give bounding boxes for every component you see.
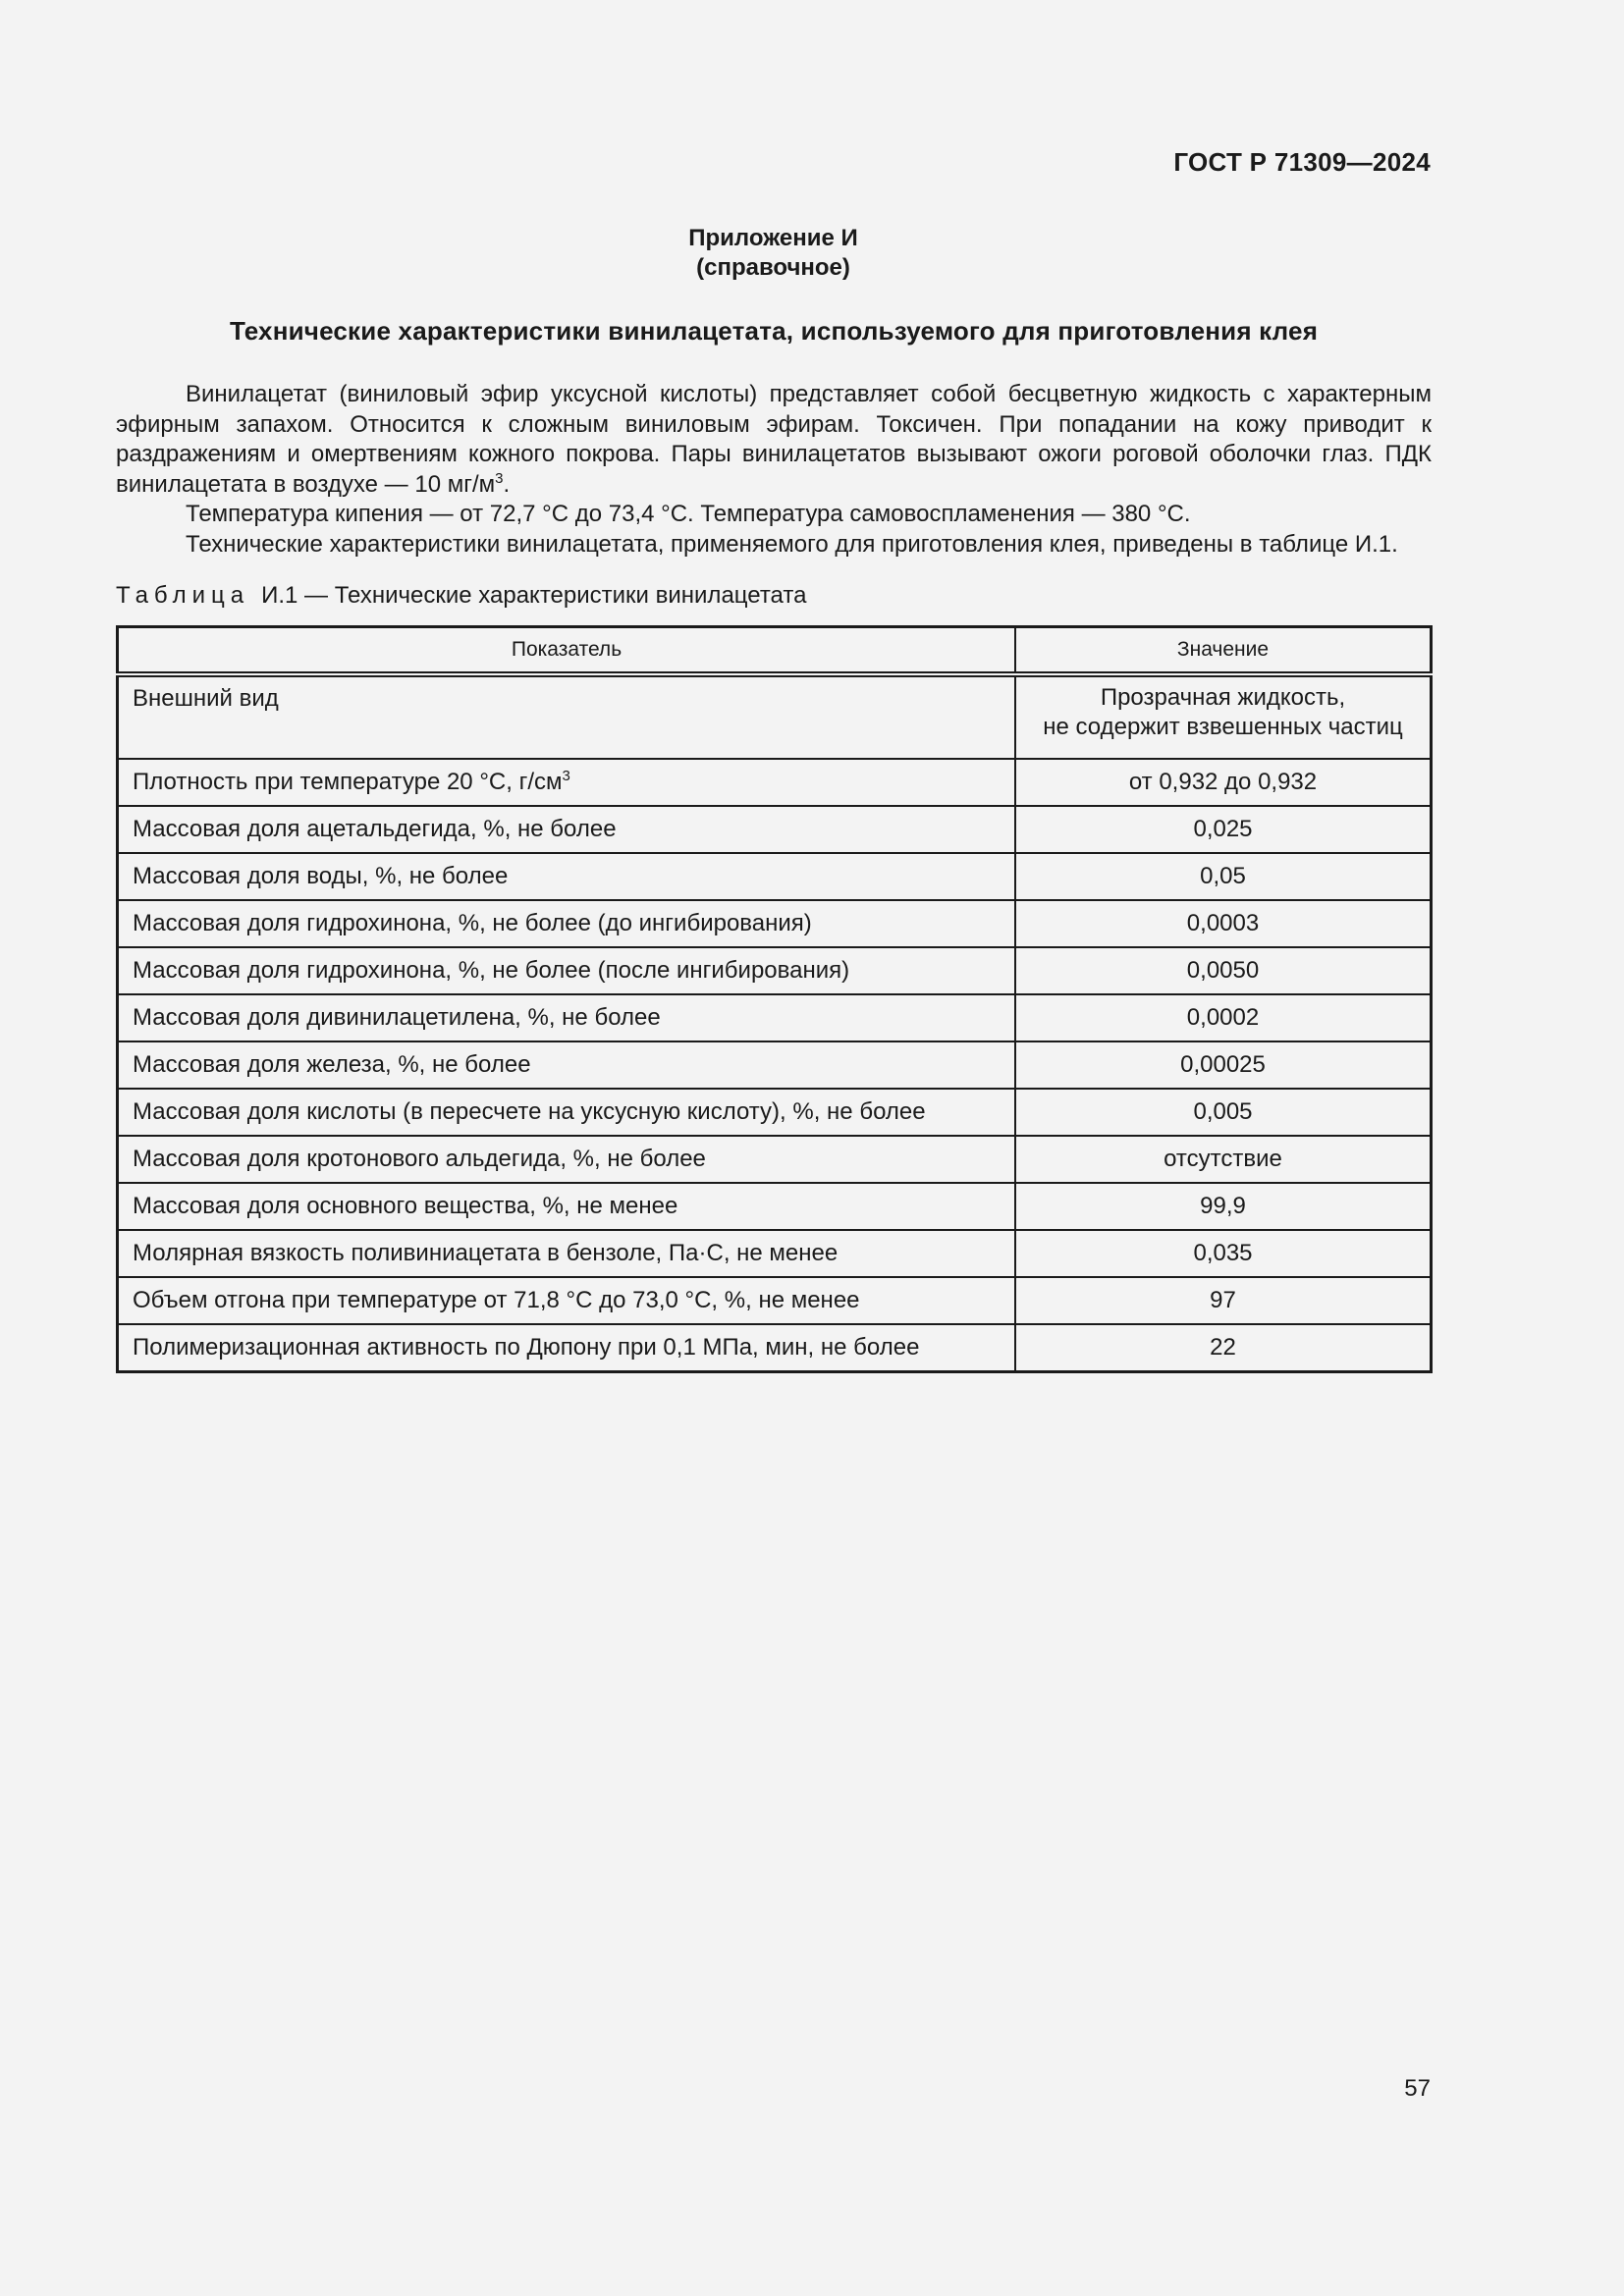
row-indicator: Массовая доля железа, %, не более (118, 1041, 1016, 1089)
table-row (118, 853, 1432, 900)
table-row (118, 674, 1432, 759)
row-value-line: не содержит взвешенных частиц (1043, 714, 1403, 740)
paragraph-table-reference: Технические характеристики винилацетата, применяемого для приготовления клея, приведены в таблице И.1. (186, 530, 1398, 558)
column-header-value: Значение (1015, 627, 1432, 675)
paragraph-end: . (503, 470, 511, 498)
superscript: 3 (562, 768, 570, 784)
row-value: от 0,932 до 0,932 (1015, 759, 1432, 806)
row-indicator-text: Плотность при температуре 20 °С, г/см (133, 769, 563, 795)
row-value: 0,025 (1015, 806, 1432, 853)
column-header-indicator: Показатель (118, 627, 1016, 675)
row-indicator: Полимеризационная активность по Дюпону при 0,1 МПа, мин, не более (118, 1324, 1016, 1372)
row-indicator: Массовая доля основного вещества, %, не менее (118, 1183, 1016, 1230)
table-row (118, 1089, 1432, 1136)
table-row (118, 1277, 1432, 1324)
table-row (118, 1041, 1432, 1089)
table-row (118, 1230, 1432, 1277)
table-row (118, 947, 1432, 994)
row-indicator: Массовая доля кислоты (в пересчете на уксусную кислоту), %, не более (118, 1089, 1016, 1136)
table-row (118, 1183, 1432, 1230)
row-value: отсутствие (1015, 1136, 1432, 1183)
row-indicator: Массовая доля ацетальдегида, %, не более (118, 806, 1016, 853)
row-value-line: Прозрачная жидкость, (1100, 684, 1346, 711)
row-value: 0,05 (1015, 853, 1432, 900)
row-value: 0,0002 (1015, 994, 1432, 1041)
row-value: 97 (1015, 1277, 1432, 1324)
document-code: ГОСТ Р 71309—2024 (1173, 147, 1431, 177)
appendix-type: (справочное) (696, 254, 850, 281)
row-indicator: Массовая доля дивинилацетилена, %, не более (118, 994, 1016, 1041)
row-value: 22 (1015, 1324, 1432, 1372)
row-indicator (118, 759, 1016, 806)
table-row (118, 1136, 1432, 1183)
table-caption-text: И.1 — Технические характеристики винилацетата (261, 582, 807, 609)
row-indicator: Массовая доля гидрохинона, %, не более (до ингибирования) (118, 900, 1016, 947)
row-value: 0,0003 (1015, 900, 1432, 947)
table-row (118, 1324, 1432, 1372)
row-value: 0,035 (1015, 1230, 1432, 1277)
row-value: 0,00025 (1015, 1041, 1432, 1089)
table-row (118, 994, 1432, 1041)
row-value: 99,9 (1015, 1183, 1432, 1230)
table-header-row (118, 627, 1432, 675)
row-indicator: Молярная вязкость поливиниацетата в бензоле, Па·С, не менее (118, 1230, 1016, 1277)
row-indicator: Массовая доля гидрохинона, %, не более (после ингибирования) (118, 947, 1016, 994)
row-indicator: Массовая доля кротонового альдегида, %, не более (118, 1136, 1016, 1183)
section-title: Технические характеристики винилацетата, используемого для приготовления клея (229, 316, 1319, 346)
table-caption (116, 582, 806, 610)
appendix-title: Приложение И (688, 225, 858, 251)
body-text (116, 380, 1432, 560)
row-value: 0,005 (1015, 1089, 1432, 1136)
row-indicator: Массовая доля воды, %, не более (118, 853, 1016, 900)
page-number: 57 (1404, 2075, 1431, 2102)
paragraph-description (116, 380, 1432, 500)
table-row (118, 900, 1432, 947)
row-indicator: Внешний вид (118, 674, 1016, 759)
row-indicator: Объем отгона при температуре от 71,8 °С до 73,0 °С, %, не менее (118, 1277, 1016, 1324)
row-value (1015, 674, 1432, 759)
table-caption-label: Таблица (116, 582, 250, 609)
appendix-heading (0, 224, 1546, 283)
paragraph-temperatures: Температура кипения — от 72,7 °С до 73,4 °С. Температура самовоспламенения — 380 °С. (186, 501, 1191, 527)
specifications-table (116, 625, 1433, 1373)
table-row (118, 806, 1432, 853)
paragraph-description-text: Винилацетат (виниловый эфир уксусной кислоты) представляет собой бесцветную жидкость с характерным эфирным запахом. Относится к сложным виниловым эфирам. Токсичен. При попадании на кожу приводит к раздражениям и омертвениям кожного покрова. Пары винилацетатов вызывают ожоги роговой оболочки глаз. ПДК винилацетата в воздухе — 10 мг/м (116, 381, 1432, 498)
superscript: 3 (495, 469, 504, 487)
table-row (118, 759, 1432, 806)
row-value: 0,0050 (1015, 947, 1432, 994)
